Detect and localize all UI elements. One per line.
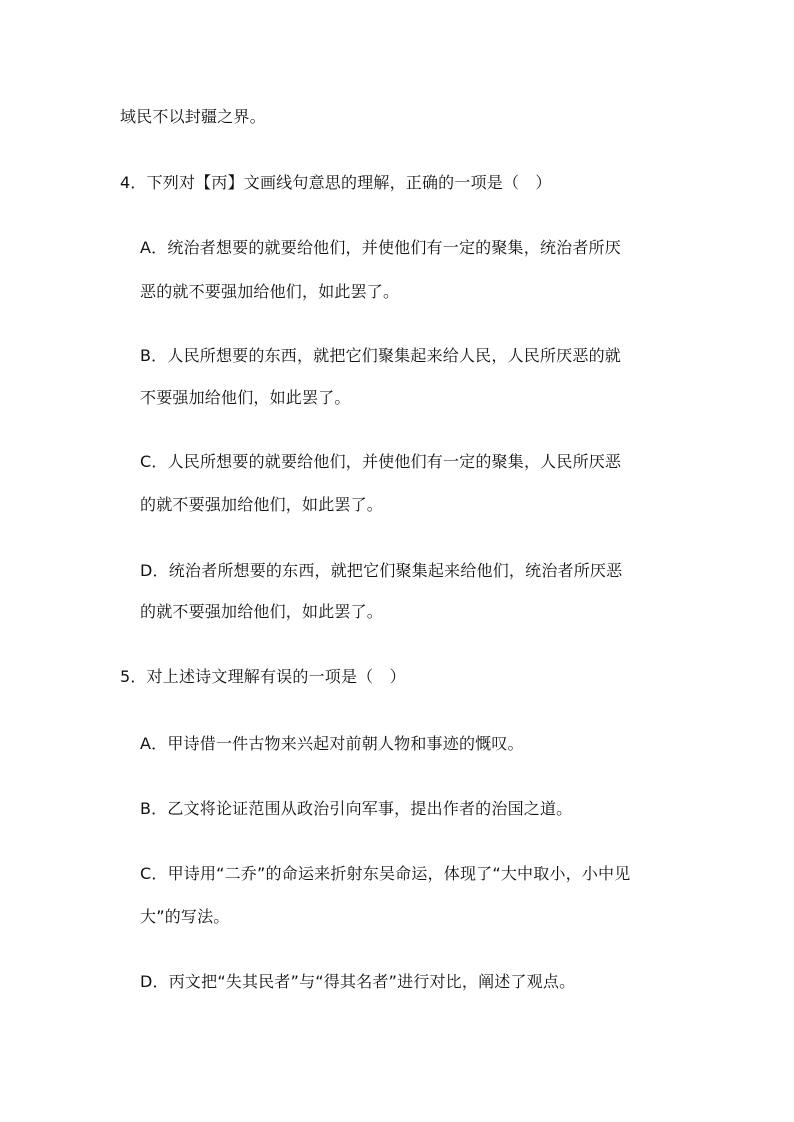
- question-5-stem: 5．对上述诗文理解有误的一项是（ ）: [120, 667, 406, 686]
- question-4-option-b-line-2: 不要强加给他们，如此罢了。: [140, 388, 351, 407]
- question-4-option-c-line-2: 的就不要强加给他们，如此罢了。: [140, 495, 384, 514]
- question-5-option-a: A．甲诗借一件古物来兴起对前朝人物和事迹的慨叹。: [140, 734, 524, 753]
- question-5-option-c-line-2: 大”的写法。: [140, 907, 230, 926]
- intro-line: 域民不以封疆之界。: [120, 107, 266, 126]
- question-5-option-c-line-1: C．甲诗用“二乔”的命运来折射东吴命运，体现了“大中取小，小中见: [140, 864, 631, 883]
- question-4-option-d-line-1: D．统治者所想要的东西，就把它们聚集起来给他们，统治者所厌恶: [140, 561, 623, 580]
- question-4-option-d-line-2: 的就不要强加给他们，如此罢了。: [140, 602, 384, 621]
- question-5-option-b: B．乙文将论证范围从政治引向军事，提出作者的治国之道。: [140, 799, 573, 818]
- question-4-stem: 4．下列对【丙】文画线句意思的理解，正确的一项是（ ）: [120, 173, 552, 192]
- question-5-option-d: D．丙文把“失其民者”与“得其名者”进行对比，阐述了观点。: [140, 972, 576, 991]
- question-4-option-c-line-1: C．人民所想要的就要给他们，并使他们有一定的聚集，人民所厌恶: [140, 452, 622, 471]
- question-4-option-a-line-2: 恶的就不要强加给他们，如此罢了。: [140, 282, 400, 301]
- question-4-option-a-line-1: A．统治者想要的就要给他们，并使他们有一定的聚集，统治者所厌: [140, 238, 621, 257]
- question-4-option-b-line-1: B．人民所想要的东西，就把它们聚集起来给人民，人民所厌恶的就: [140, 346, 621, 365]
